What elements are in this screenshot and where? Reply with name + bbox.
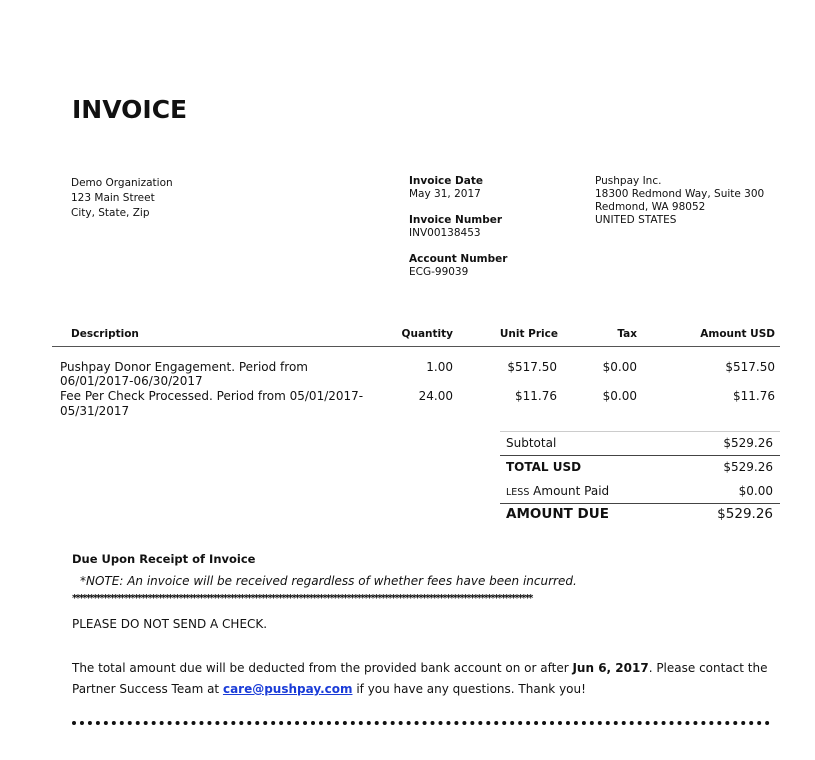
paragraph-text: Partner Success Team at <box>72 682 223 696</box>
row-description: 05/31/2017 <box>60 404 130 418</box>
no-check-notice: PLEASE DO NOT SEND A CHECK. <box>72 617 268 631</box>
invoice-number-label: Invoice Number <box>409 214 503 226</box>
totals-top-divider <box>500 431 780 432</box>
vendor-line: Redmond, WA 98052 <box>595 201 706 213</box>
amount-paid-value: $0.00 <box>738 484 773 498</box>
support-email-link[interactable]: care@pushpay.com <box>222 682 353 696</box>
invoice-title: INVOICE <box>72 95 188 124</box>
payment-paragraph-line1 <box>72 662 768 674</box>
account-number-label: Account Number <box>409 253 508 265</box>
vendor-line: 18300 Redmond Way, Suite 300 <box>595 188 765 200</box>
row-tax: $0.00 <box>602 360 637 374</box>
header-description: Description <box>71 328 139 340</box>
row-description: Fee Per Check Processed. Period from 05/01/2017- <box>60 389 364 403</box>
row-amount: $11.76 <box>733 389 775 403</box>
bottom-dotted-divider <box>72 721 770 725</box>
row-amount: $517.50 <box>725 360 775 374</box>
invoice-date: May 31, 2017 <box>409 188 481 200</box>
paid-divider <box>500 503 780 504</box>
header-tax: Tax <box>617 328 637 340</box>
note: *NOTE: An invoice will be received regardless of whether fees have been incurred. <box>80 574 577 588</box>
paragraph-text: The total amount due will be deducted from the provided bank account on or after <box>72 661 573 675</box>
invoice-number: INV00138453 <box>409 227 481 239</box>
payment-paragraph-line2 <box>72 683 586 695</box>
due-terms: Due Upon Receipt of Invoice <box>72 552 256 566</box>
bill-to-line: City, State, Zip <box>71 207 150 219</box>
total-value: $529.26 <box>723 460 773 474</box>
row-description: 06/01/2017-06/30/2017 <box>60 374 203 388</box>
header-unit-price: Unit Price <box>499 328 558 340</box>
paragraph-text: . Please contact the <box>648 661 768 675</box>
vendor-line: UNITED STATES <box>595 214 677 226</box>
paragraph-text: if you have any questions. Thank you! <box>352 682 586 696</box>
subtotal-value: $529.26 <box>723 436 773 450</box>
vendor-line: Pushpay Inc. <box>595 175 662 187</box>
bill-to-line: Demo Organization <box>71 177 173 189</box>
total-label: TOTAL USD <box>506 460 582 474</box>
deduction-date: Jun 6, 2017 <box>572 661 649 675</box>
header-divider <box>52 346 780 347</box>
invoice-date-label: Invoice Date <box>409 175 483 187</box>
row-quantity: 24.00 <box>418 389 453 403</box>
amount-due-value: $529.26 <box>717 506 773 522</box>
row-unit-price: $517.50 <box>507 360 557 374</box>
amount-paid-text: Amount Paid <box>529 484 610 498</box>
row-tax: $0.00 <box>602 389 637 403</box>
amount-due-label: AMOUNT DUE <box>506 506 609 522</box>
amount-paid-label <box>506 485 609 498</box>
bill-to-line: 123 Main Street <box>71 192 155 204</box>
header-amount: Amount USD <box>700 328 775 340</box>
account-number: ECG-99039 <box>409 266 469 278</box>
asterisk-divider: ************************************************************************************************************************************** <box>72 594 532 604</box>
row-quantity: 1.00 <box>426 360 453 374</box>
row-description: Pushpay Donor Engagement. Period from <box>60 360 308 374</box>
subtotal-label: Subtotal <box>506 436 557 450</box>
subtotal-divider <box>500 455 780 456</box>
less-prefix: LESS <box>506 487 530 498</box>
header-quantity: Quantity <box>401 328 453 340</box>
row-unit-price: $11.76 <box>515 389 557 403</box>
